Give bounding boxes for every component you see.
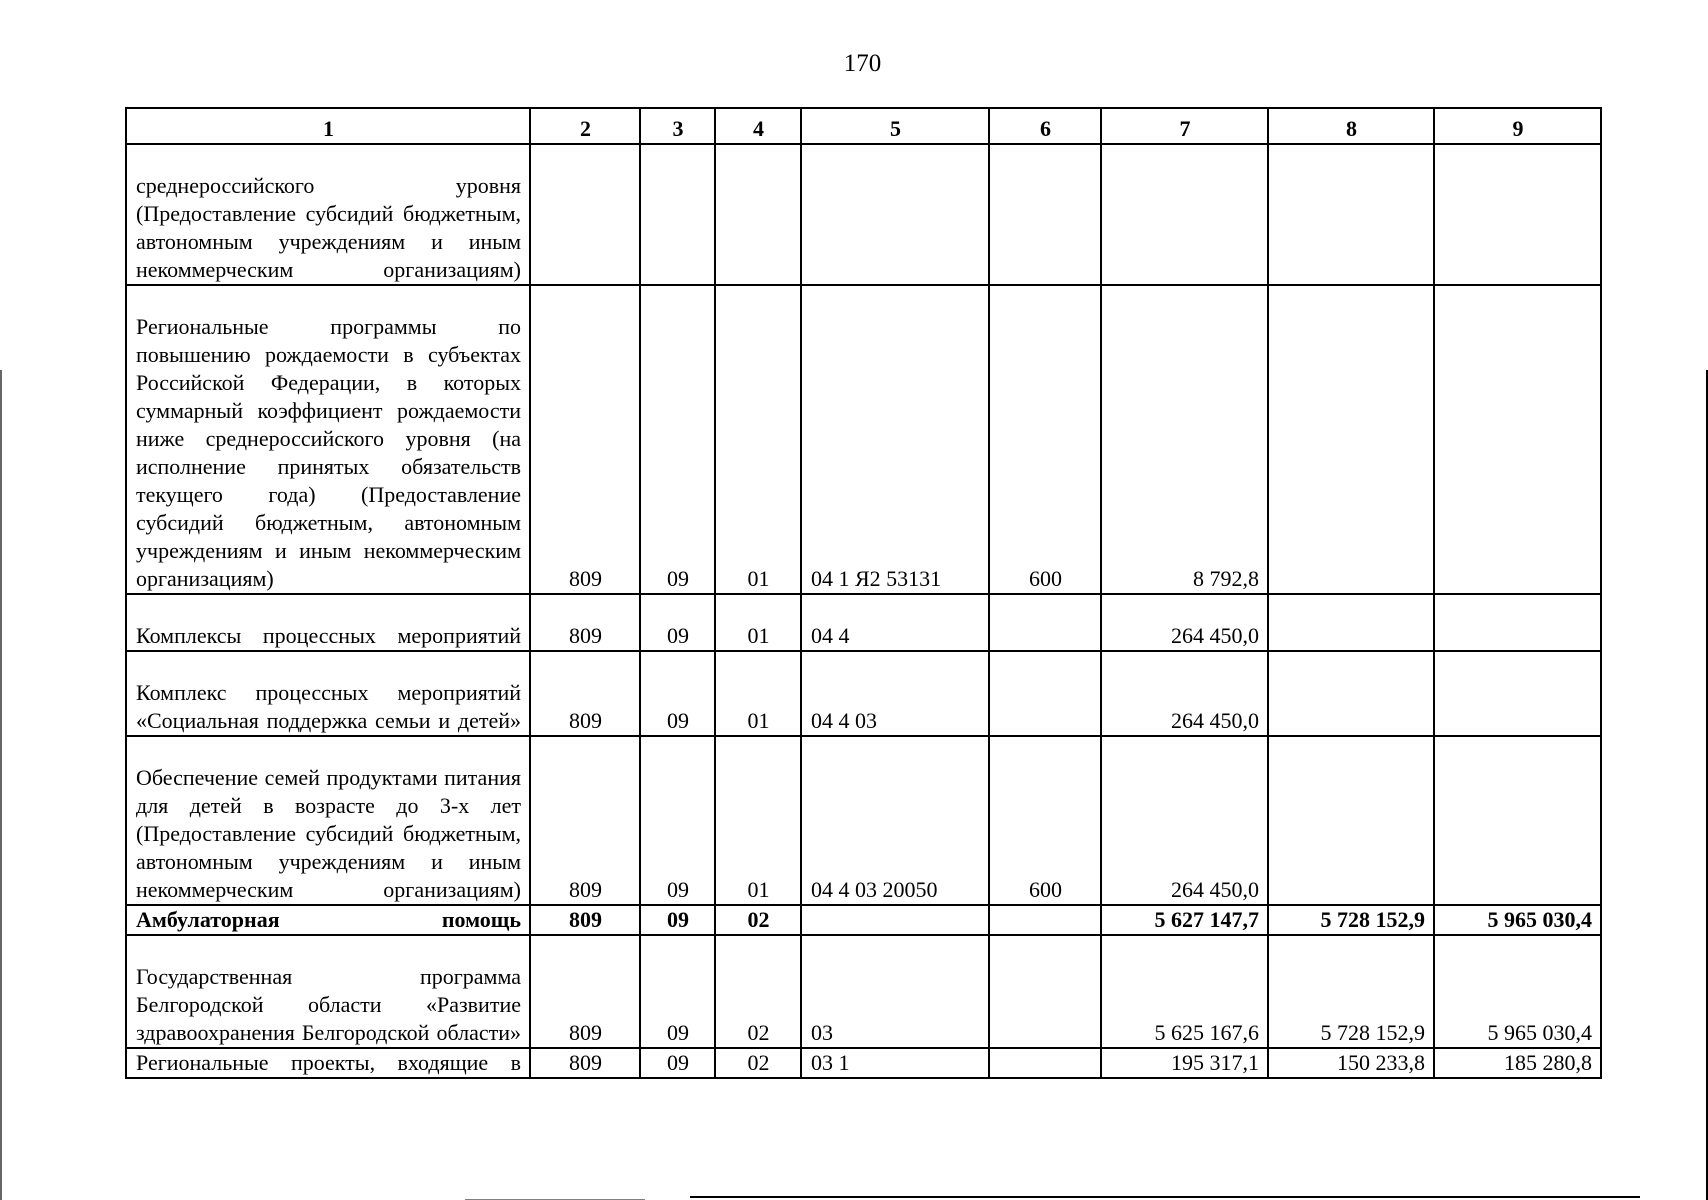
cell-subsection: 01 xyxy=(715,594,801,651)
column-header: 5 xyxy=(801,108,989,144)
cell-amount-col9 xyxy=(1434,736,1601,905)
cell-amount-col8: 5 728 152,9 xyxy=(1268,905,1434,935)
row-name: Региональные программы по повышению рождаемости в субъектах Российской Федерации, в которых суммарный коэффициент рождаемости ниже среднероссийского уровня (на исполнение принятых обязательств текущего года) (Предоставление субсидий бюджетным, автономным учреждениям и иным некоммерческим организациям) xyxy=(126,285,530,594)
cell-amount-col7: 264 450,0 xyxy=(1101,651,1268,736)
cell-expense-type xyxy=(989,1048,1101,1078)
cell-amount-col9 xyxy=(1434,285,1601,594)
cell-target-article xyxy=(801,144,989,285)
cell-amount-col8: 150 233,8 xyxy=(1268,1048,1434,1078)
row-name: среднероссийского уровня (Предоставление субсидий бюджетным, автономным учреждениям и иным некоммерческим организациям) xyxy=(126,144,530,285)
cell-subsection: 02 xyxy=(715,1048,801,1078)
row-name: Комплекс процессных мероприятий «Социальная поддержка семьи и детей» xyxy=(126,651,530,736)
column-header: 7 xyxy=(1101,108,1268,144)
cell-subsection: 01 xyxy=(715,285,801,594)
cell-expense-type: 600 xyxy=(989,736,1101,905)
table-row xyxy=(126,285,1601,594)
cell-expense-type xyxy=(989,594,1101,651)
cell-amount-col8 xyxy=(1268,651,1434,736)
column-header: 2 xyxy=(530,108,640,144)
cell-target-article: 04 1 Я2 53131 xyxy=(801,285,989,594)
cell-amount-col9: 5 965 030,4 xyxy=(1434,905,1601,935)
cell-ministry xyxy=(530,144,640,285)
cell-target-article: 04 4 03 20050 xyxy=(801,736,989,905)
row-name: Региональные проекты, входящие в xyxy=(126,1048,530,1078)
cell-expense-type: 600 xyxy=(989,285,1101,594)
cell-expense-type xyxy=(989,935,1101,1048)
cell-expense-type xyxy=(989,905,1101,935)
table-header-row xyxy=(126,108,1601,144)
row-name: Государственная программа Белгородской области «Развитие здравоохранения Белгородской области» xyxy=(126,935,530,1048)
cell-section: 09 xyxy=(640,1048,715,1078)
cell-section xyxy=(640,144,715,285)
cell-amount-col7: 195 317,1 xyxy=(1101,1048,1268,1078)
cell-ministry: 809 xyxy=(530,594,640,651)
cell-subsection: 01 xyxy=(715,736,801,905)
cell-amount-col7: 8 792,8 xyxy=(1101,285,1268,594)
cell-amount-col8: 5 728 152,9 xyxy=(1268,935,1434,1048)
cell-section: 09 xyxy=(640,285,715,594)
column-header: 1 xyxy=(126,108,530,144)
cell-subsection: 02 xyxy=(715,935,801,1048)
cell-amount-col8 xyxy=(1268,144,1434,285)
table-row xyxy=(126,144,1601,285)
cell-subsection: 02 xyxy=(715,905,801,935)
cell-amount-col9 xyxy=(1434,651,1601,736)
cell-section: 09 xyxy=(640,935,715,1048)
cell-ministry: 809 xyxy=(530,285,640,594)
cell-section: 09 xyxy=(640,594,715,651)
column-header: 8 xyxy=(1268,108,1434,144)
cell-section: 09 xyxy=(640,905,715,935)
scan-artifact-edge xyxy=(0,370,2,1200)
cell-subsection: 01 xyxy=(715,651,801,736)
cell-amount-col7: 5 625 167,6 xyxy=(1101,935,1268,1048)
cell-target-article xyxy=(801,905,989,935)
budget-table xyxy=(125,107,1602,1079)
column-header: 4 xyxy=(715,108,801,144)
cell-target-article: 03 1 xyxy=(801,1048,989,1078)
scan-artifact-line xyxy=(690,1196,1640,1198)
cell-expense-type xyxy=(989,144,1101,285)
cell-amount-col9 xyxy=(1434,594,1601,651)
page-number: 170 xyxy=(843,50,882,77)
cell-amount-col8 xyxy=(1268,594,1434,651)
row-name: Обеспечение семей продуктами питания для детей в возрасте до 3-х лет (Предоставление субсидий бюджетным, автономным учреждениям и иным некоммерческим организациям) xyxy=(126,736,530,905)
column-header: 3 xyxy=(640,108,715,144)
cell-ministry: 809 xyxy=(530,736,640,905)
table-row xyxy=(126,935,1601,1048)
cell-target-article: 03 xyxy=(801,935,989,1048)
cell-ministry: 809 xyxy=(530,905,640,935)
cell-ministry: 809 xyxy=(530,1048,640,1078)
column-header: 6 xyxy=(989,108,1101,144)
cell-amount-col9 xyxy=(1434,144,1601,285)
cell-target-article: 04 4 03 xyxy=(801,651,989,736)
table-row xyxy=(126,736,1601,905)
cell-amount-col7: 264 450,0 xyxy=(1101,736,1268,905)
cell-amount-col7: 5 627 147,7 xyxy=(1101,905,1268,935)
cell-amount-col9: 5 965 030,4 xyxy=(1434,935,1601,1048)
cell-target-article: 04 4 xyxy=(801,594,989,651)
cell-section: 09 xyxy=(640,651,715,736)
cell-ministry: 809 xyxy=(530,935,640,1048)
table-row xyxy=(126,905,1601,935)
cell-amount-col9: 185 280,8 xyxy=(1434,1048,1601,1078)
column-header: 9 xyxy=(1434,108,1601,144)
cell-section: 09 xyxy=(640,736,715,905)
cell-amount-col7: 264 450,0 xyxy=(1101,594,1268,651)
table-row xyxy=(126,594,1601,651)
cell-amount-col8 xyxy=(1268,285,1434,594)
cell-amount-col8 xyxy=(1268,736,1434,905)
cell-amount-col7 xyxy=(1101,144,1268,285)
table-row xyxy=(126,1048,1601,1078)
row-name: Амбулаторная помощь xyxy=(126,905,530,935)
row-name: Комплексы процессных мероприятий xyxy=(126,594,530,651)
table-row xyxy=(126,651,1601,736)
cell-ministry: 809 xyxy=(530,651,640,736)
cell-expense-type xyxy=(989,651,1101,736)
cell-subsection xyxy=(715,144,801,285)
